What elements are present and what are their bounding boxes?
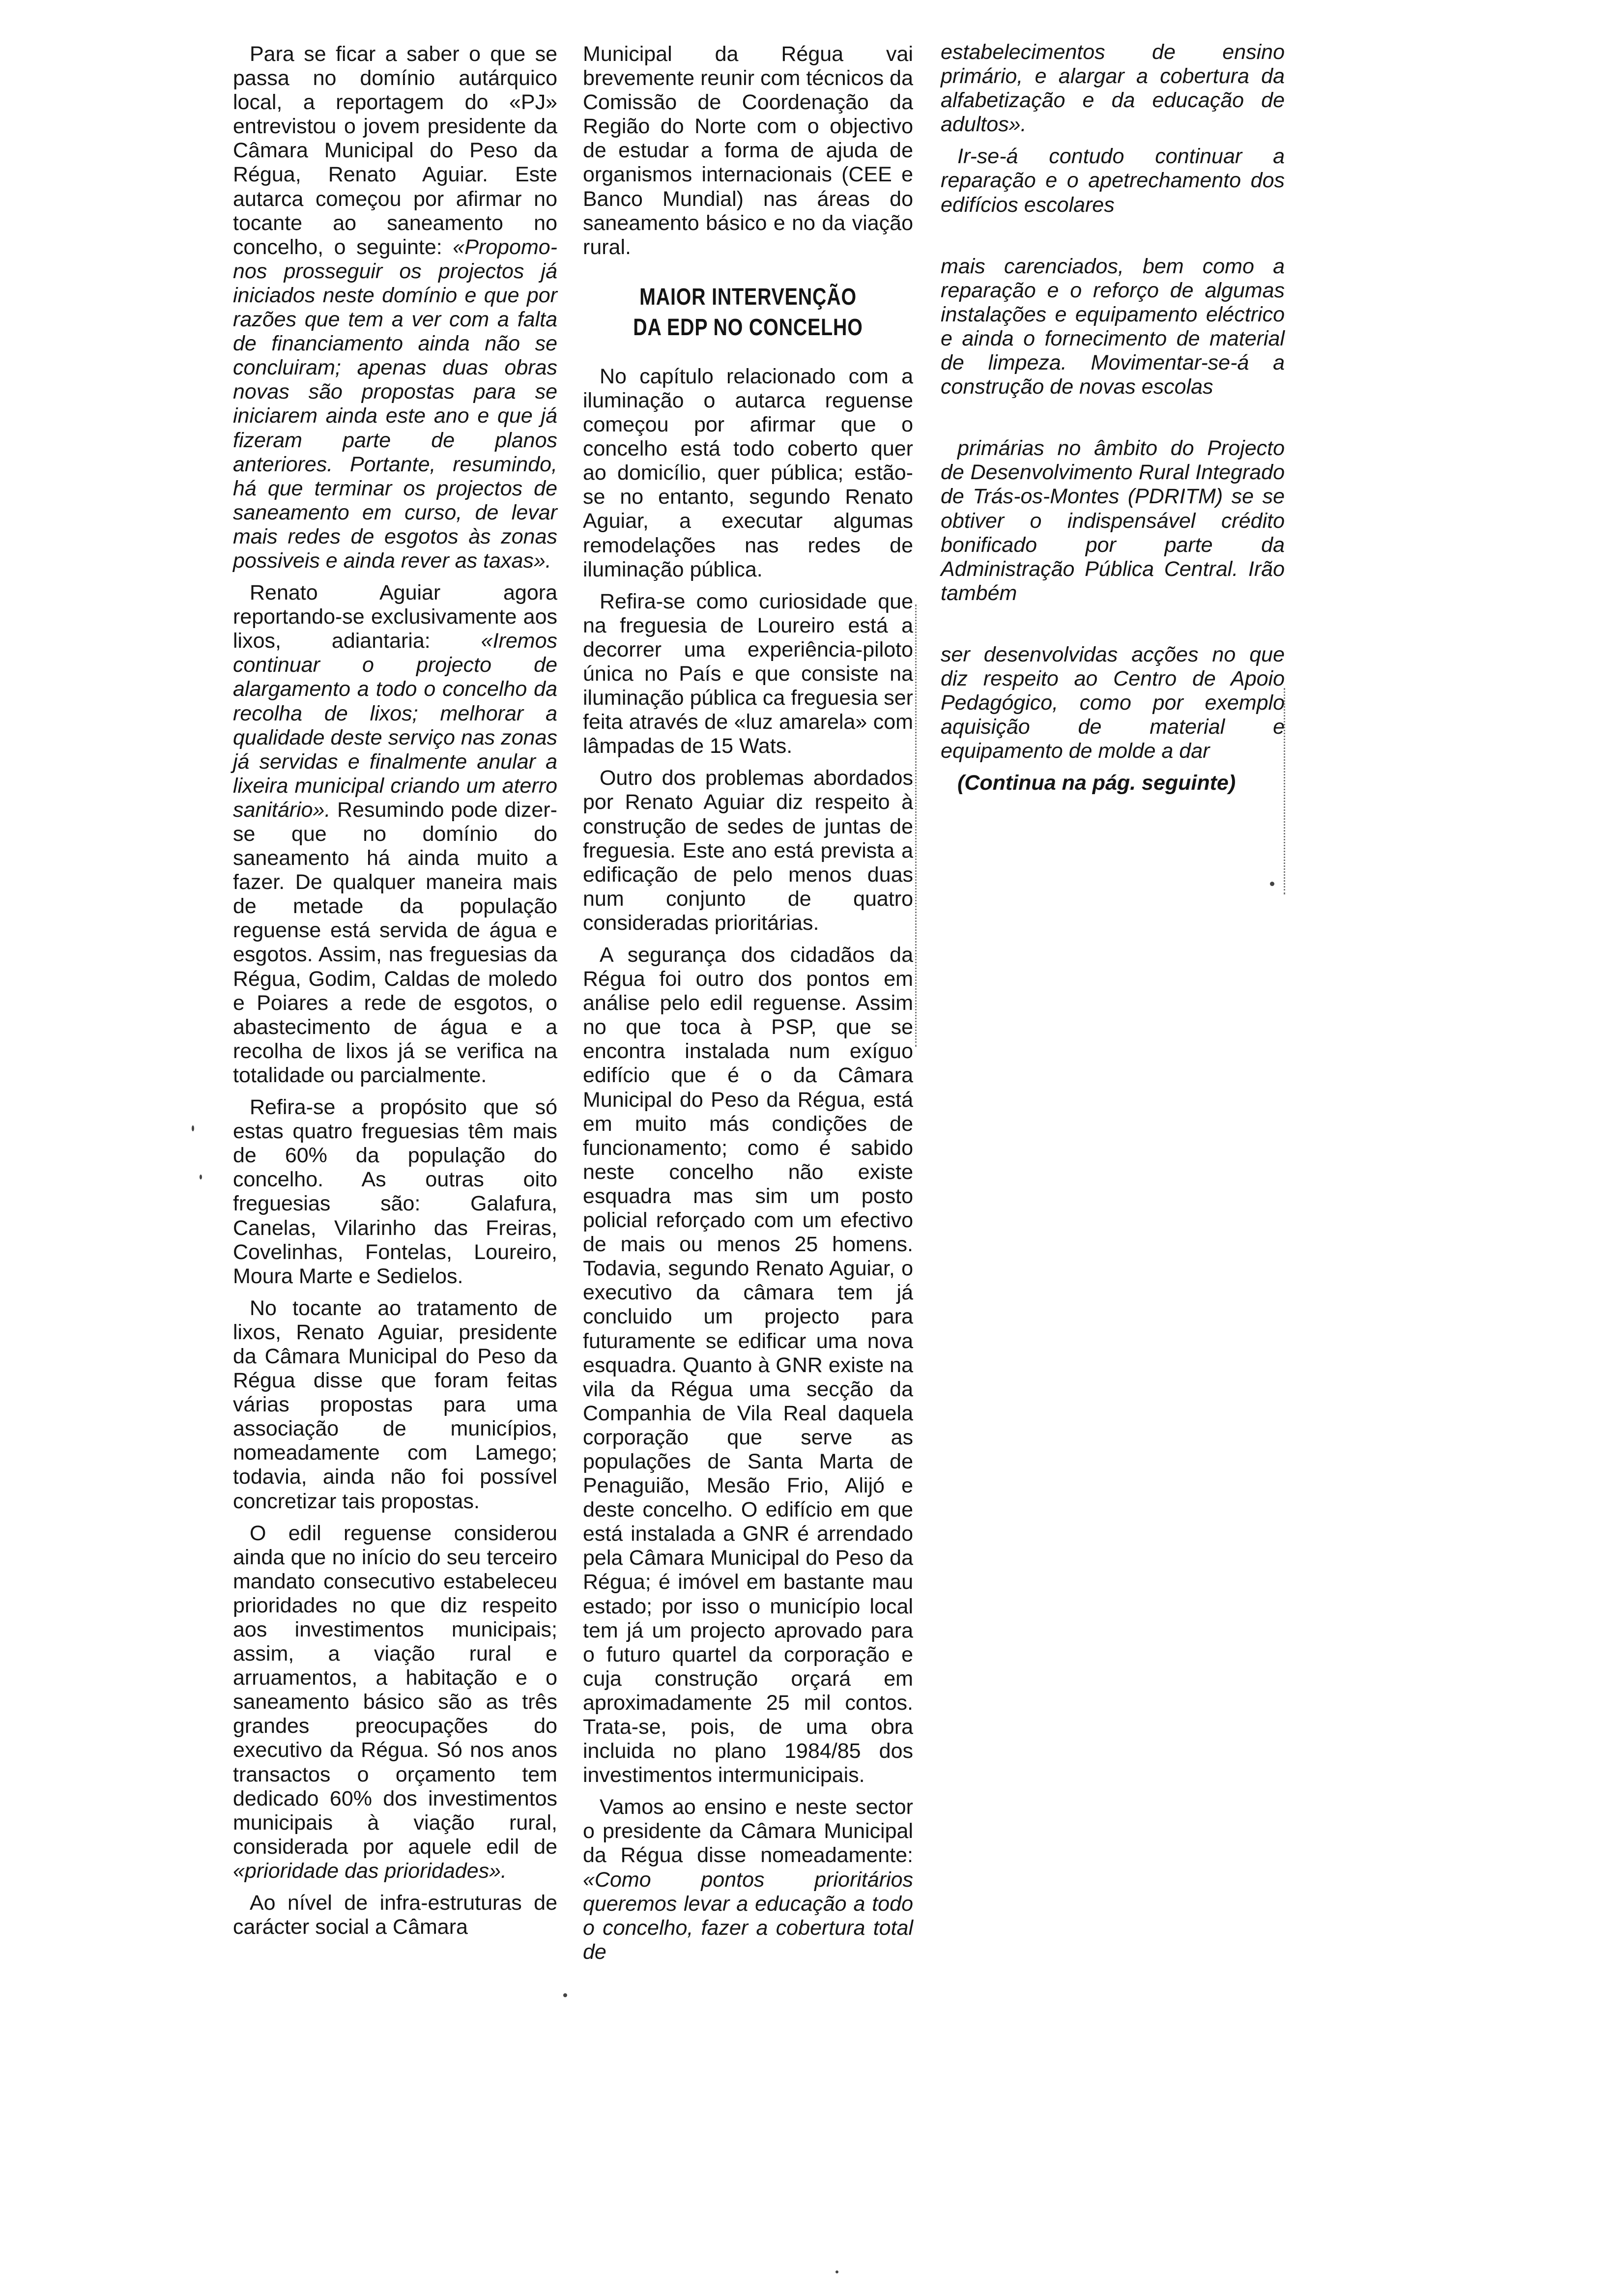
article-column-3 xyxy=(941,40,1285,803)
paragraph: Renato Aguiar agora reportando-se exclusivamente aos lixos, adiantaria: «Iremos continuar o projecto de alargamento a todo o concelho da recolha de lixos; melhorar a qualidade deste serviço nas zonas já servidas e finalmente anular a lixeira municipal criando um aterro sanitário». Resumindo pode dizer-se que no domínio do saneamento há ainda muito a fazer. De qualquer maneira mais de metade da população reguense está servida de água e esgotos. Assim, nas freguesias da Régua, Godim, Caldas de moledo e Poiares a rede de esgotos, o abastecimento de água e a recolha de lixos já se verifica na totalidade ou parcialmente. xyxy=(233,581,557,1087)
paragraph: Refira-se como curiosidade que na freguesia de Loureiro está a decorrer uma experiência-piloto única no País e que consiste na iluminação pública ca freguesia ser feita através de «luz amarela» com lâmpadas de 15 Wats. xyxy=(583,589,913,758)
paragraph: Municipal da Régua vai brevemente reunir com técnicos da Comissão de Coordenação da Região do Norte com o objectivo de estudar a forma de ajuda de organismos internacionais (CEE e Banco Mundial) nas áreas do saneamento básico e no da viação rural. xyxy=(583,42,913,259)
paragraph: A segurança dos cidadãos da Régua foi outro dos pontos em análise pelo edil reguense. Assim no que toca à PSP, que se encontra instalada num exíguo edifício que é o da Câmara Municipal do Peso da Régua, está em muito más condições de funcionamento; como é sabido neste concelho não existe esquadra mas sim um posto policial reforçado com um efectivo de mais ou menos 25 homens. Todavia, segundo Renato Aguiar, o executivo da câmara tem já concluido um projecto para futuramente se edificar uma nova esquadra. Quanto à GNR existe na vila da Régua uma secção da Companhia de Vila Real daquela corporação que serve as populações de Santa Marta de Penaguião, Mesão Frio, Alijó e deste concelho. O edifício em que está instalada a GNR é arrendado pela Câmara Municipal do Peso da Régua; é imóvel em bastante mau estado; por isso o município local tem já um projecto aprovado para o futuro quartel da corporação e cuja construção orçará em aproximadamente 25 mil contos. Trata-se, pois, de uma obra incluida no plano 1984/85 dos investimentos intermunicipais. xyxy=(583,943,913,1787)
clipping-gap xyxy=(941,613,1285,643)
scan-speck xyxy=(192,1125,194,1131)
clipping-gap xyxy=(941,225,1285,255)
paragraph: Outro dos problemas abordados por Renato Aguiar diz respeito à construção de sedes de juntas de freguesia. Este ano está prevista a edificação de pelo menos duas num conjunto de quatro consideradas prioritárias. xyxy=(583,766,913,935)
paragraph: Ir-se-á contudo continuar a reparação e o apetrechamento dos edifícios escolares xyxy=(941,144,1285,217)
paragraph: No tocante ao tratamento de lixos, Renato Aguiar, presidente da Câmara Municipal do Peso da Régua disse que foram feitas várias propostas para uma associação de municípios, nomeadamente com Lamego; todavia, ainda não foi possível concretizar tais propostas. xyxy=(233,1296,557,1513)
paragraph: Vamos ao ensino e neste sector o presidente da Câmara Municipal da Régua disse nomeadamente: «Como pontos prioritários queremos levar a educação a todo o concelho, fazer a cobertura total de xyxy=(583,1795,913,1964)
scan-speck xyxy=(835,2270,838,2273)
article-column-2 xyxy=(583,42,913,1972)
paragraph: estabelecimentos de ensino primário, e alargar a cobertura da alfabetização e da educação de adultos». xyxy=(941,40,1285,137)
paragraph: Para se ficar a saber o que se passa no domínio autárquico local, a reportagem do «PJ» entrevistou o jovem presidente da Câmara Municipal do Peso da Régua, Renato Aguiar. Este autarca começou por afirmar no tocante ao saneamento no concelho, o seguinte: «Propomo-nos prosseguir os projectos já iniciados neste domínio e que por razões que tem a ver com a falta de financiamento ainda não se concluiram; apenas duas obras novas são propostas para se iniciarem ainda este ano e que já fizeram parte de planos anteriores. Portante, resumindo, há que terminar os projectos de saneamento em curso, de levar mais redes de esgotos às zonas possiveis e ainda rever as taxas». xyxy=(233,42,557,573)
column-divider xyxy=(915,604,919,1047)
column-divider xyxy=(1284,688,1287,894)
paragraph: primárias no âmbito do Projecto de Desenvolvimento Rural Integrado de Trás-os-Montes (PDRITM) se se obtiver o indispensável crédito bonificado por parte da Administração Pública Central. Irão também xyxy=(941,436,1285,605)
paragraph: Refira-se a propósito que só estas quatro freguesias têm mais de 60% da população do concelho. As outras oito freguesias são: Galafura, Canelas, Vilarinho das Freiras, Covelinhas, Fontelas, Loureiro, Moura Marte e Sedielos. xyxy=(233,1095,557,1288)
scan-speck xyxy=(563,1993,567,1997)
continued-note: (Continua na pág. seguinte) xyxy=(957,771,1236,795)
paragraph: No capítulo relacionado com a iluminação o autarca reguense começou por afirmar que o concelho está todo coberto quer ao domicílio, quer pública; estão-se no entanto, segundo Renato Aguiar, a executar algumas remodelações nas redes de iluminação pública. xyxy=(583,364,913,581)
article-column-1 xyxy=(233,42,557,1947)
paragraph: mais carenciados, bem como a reparação e o reforço de algumas instalações e equipamento eléctrico e ainda o fornecimento de material de limpeza. Movimentar-se-á a construção de novas escolas xyxy=(941,254,1285,399)
paragraph: Ao nível de infra-estruturas de carácter social a Câmara xyxy=(233,1891,557,1939)
clipping-gap xyxy=(941,407,1285,436)
scan-speck xyxy=(1270,882,1274,886)
scan-speck xyxy=(200,1175,202,1179)
paragraph: ser desenvolvidas acções no que diz respeito ao Centro de Apoio Pedagógico, como por exemplo aquisição de material e equipamento de molde a dar xyxy=(941,642,1285,763)
paragraph: O edil reguense considerou ainda que no início do seu terceiro mandato consecutivo estabeleceu prioridades no que diz respeito aos investimentos municipais; assim, a viação rural e arruamentos, a habitação e o saneamento básico são as três grandes preocupações do executivo da Régua. Só nos anos transactos o orçamento tem dedicado 60% dos investimentos municipais à viação rural, considerada por aquele edil de «prioridade das prioridades». xyxy=(233,1521,557,1883)
headline-line-2: DA EDP NO CONCELHO xyxy=(633,314,863,341)
section-headline xyxy=(612,282,883,343)
headline-line-1: MAIOR INTERVENÇÃO xyxy=(639,284,857,310)
